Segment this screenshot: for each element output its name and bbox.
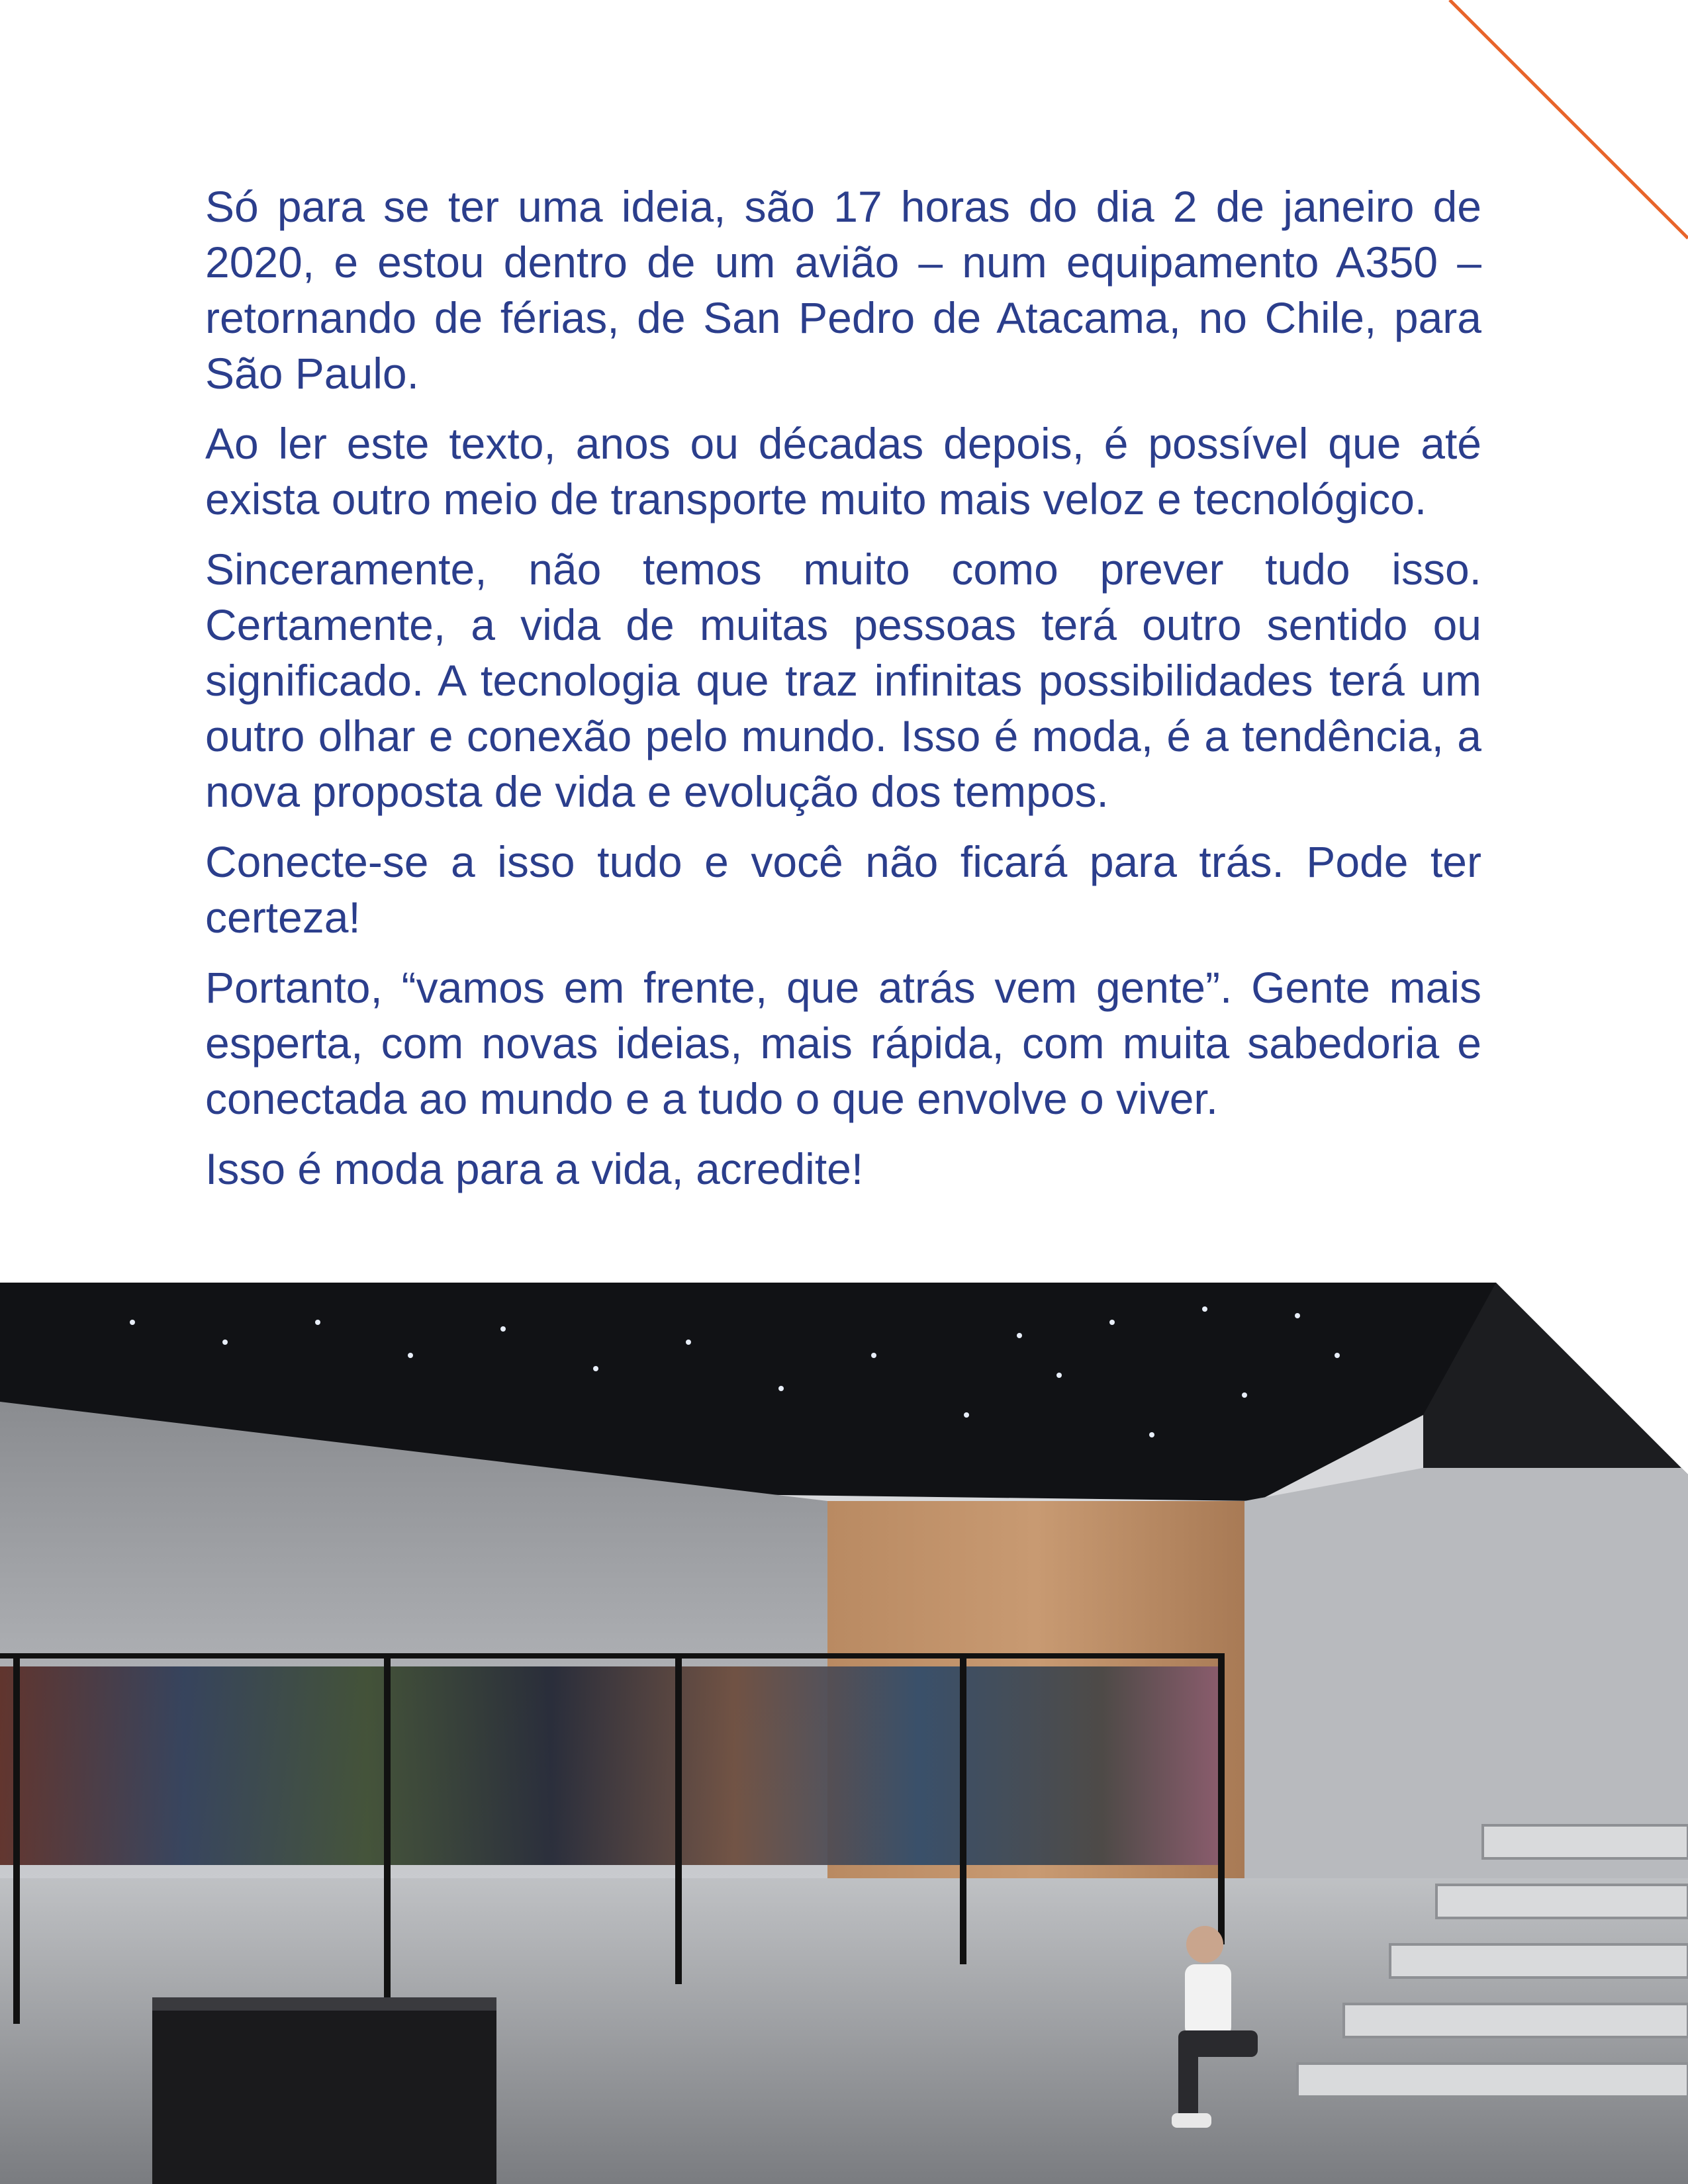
paragraph-4: Conecte-se a isso tudo e você não ficará para trás. Pode ter certeza! [205,837,1481,942]
paragraph-3: Sinceramente, não temos muito como prever tudo isso. Certamente, a vida de muitas pessoas terá outro sentido ou significado. A tecnologia que traz infinitas possibilidades terá um outro olhar e conexão pelo mundo. Isso é moda, é a tendência, a nova proposta de vida e evolução dos tempos. [205,545,1481,816]
paragraph-5: Portanto, “vamos em frente, que atrás vem gente”. Gente mais esperta, com novas ideias, mais rápida, com muita sabedoria e conectada ao mundo e a tudo o que envolve o viver. [205,963,1481,1123]
body-text [205,179,1481,1211]
paragraph-2: Ao ler este texto, anos ou décadas depois, é possível que até exista outro meio de transporte muito mais veloz e tecnológico. [205,419,1481,523]
paragraph-6: Isso é moda para a vida, acredite! [205,1144,864,1193]
paragraph-1: Só para se ter uma ideia, são 17 horas do dia 2 de janeiro de 2020, e estou dentro de um avião – num equipamento A350 – retornando de férias, de San Pedro de Atacama, no Chile, para São Paulo. [205,182,1481,398]
photo-backstage-clothing-racks [0,1283,1688,2184]
